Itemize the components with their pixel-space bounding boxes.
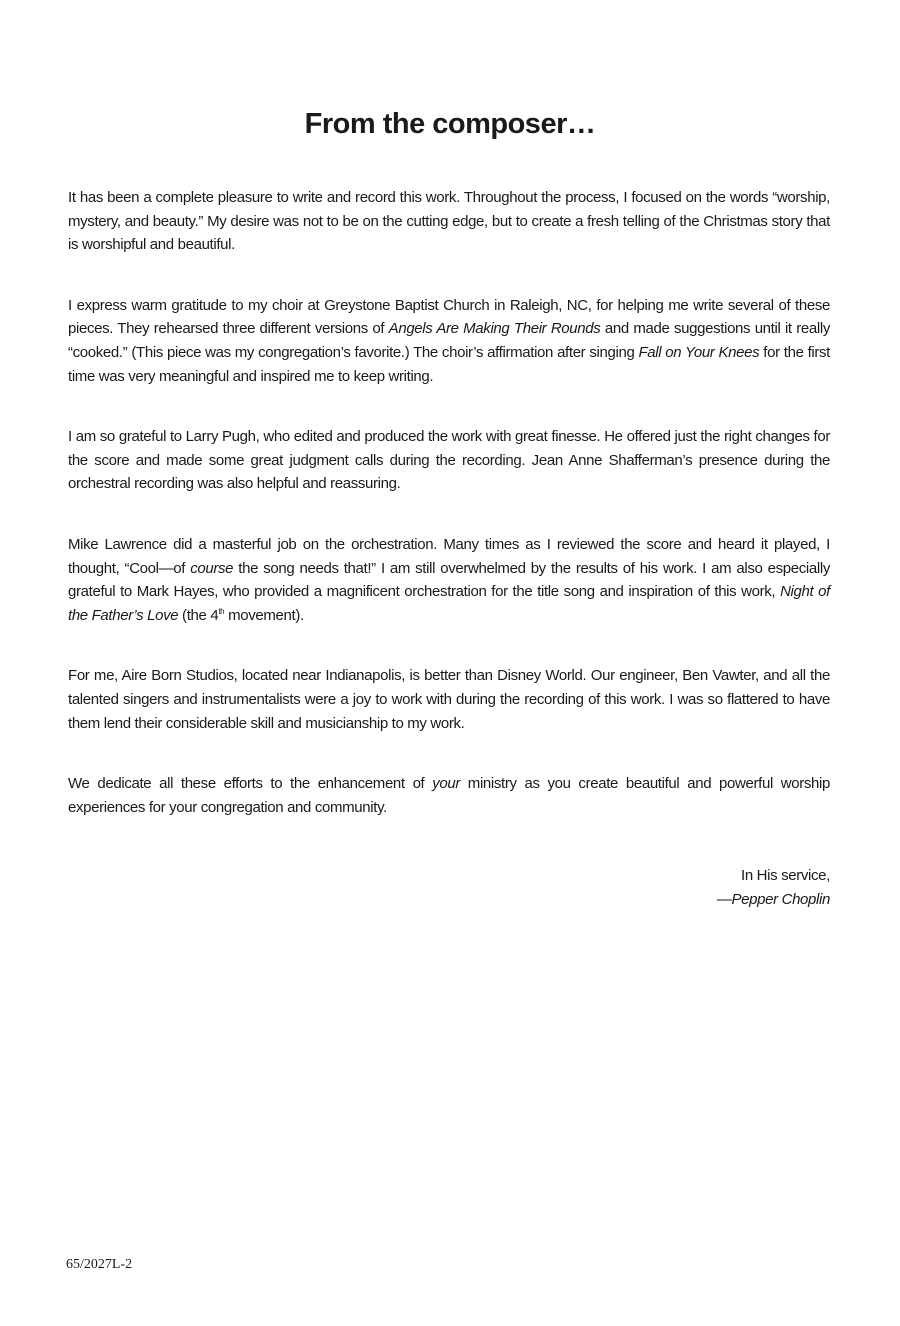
paragraph-6-text-a: We dedicate all these efforts to the enhancement of (68, 775, 433, 793)
paragraph-6 (68, 772, 830, 819)
emphasis-course: course (190, 559, 234, 577)
paragraph-2-text-c: and made suggestions until it really “cooked.” (This piece was my congregation’s favorite.) The choir’s affirmation after singing (68, 320, 830, 361)
letter-body (68, 186, 830, 856)
title-angels-are-making-their-rounds: Angels Are Making Their Rounds (388, 320, 601, 338)
page-code: 65/2027L-2 (66, 1257, 133, 1272)
paragraph-2 (68, 294, 830, 388)
page-title: From the composer… (304, 108, 596, 140)
signature: —Pepper Choplin (716, 891, 830, 908)
signoff (717, 864, 830, 912)
paragraph-4 (68, 533, 830, 627)
paragraph-5: For me, Aire Born Studios, located near Indianapolis, is better than Disney World. Our engineer, Ben Vawter, and all the talented singers and instrumentalists were a joy to work with during the recording of this work. I was so flattered to have them lend their considerable skill and musicianship to my work. (68, 667, 830, 732)
paragraph-4-text-f: movement). (224, 606, 304, 624)
paragraph-4-text-c: the song needs that!” I am still overwhelmed by the results of his work. I am also especially grateful to Mark Hayes, who provided a magnificent orchestration for the title song and inspiration of this work, (68, 559, 830, 601)
title-fall-on-your-knees: Fall on Your Knees (638, 343, 760, 361)
ordinal-superscript: th (218, 606, 225, 616)
emphasis-your: your (432, 775, 460, 793)
paragraph-4-text-a: Mike Lawrence did a masterful job on the orchestration. Many times as I reviewed the score and heard it played, I thought, “Cool—of (68, 535, 830, 577)
closing-line: In His service, (741, 867, 830, 884)
paragraph-2-text-e: for the first time was very meaningful and inspired me to keep writing. (68, 343, 830, 385)
paragraph-2-text-a: I express warm gratitude to my choir at Greystone Baptist Church in Raleigh, NC, for helping me write several of these pieces. They rehearsed three different versions of (68, 296, 830, 338)
paragraph-4-text-e: (the 4 (178, 606, 219, 624)
paragraph-1: It has been a complete pleasure to write and record this work. Throughout the process, I focused on the words “worship, mystery, and beauty.” My desire was not to be on the cutting edge, but to create a fresh telling of the Christmas story that is worshipful and beautiful. (68, 189, 830, 254)
title-night-of-the-fathers-love: Night of the Father’s Love (68, 583, 830, 624)
paragraph-6-text-c: ministry as you create beautiful and powerful worship experiences for your congregation and community. (68, 775, 830, 816)
paragraph-3: I am so grateful to Larry Pugh, who edited and produced the work with great finesse. He offered just the right changes for the score and made some great judgment calls during the recording. Jean Anne Shafferman’s presence during the orchestral recording was also helpful and reassuring. (68, 428, 830, 493)
